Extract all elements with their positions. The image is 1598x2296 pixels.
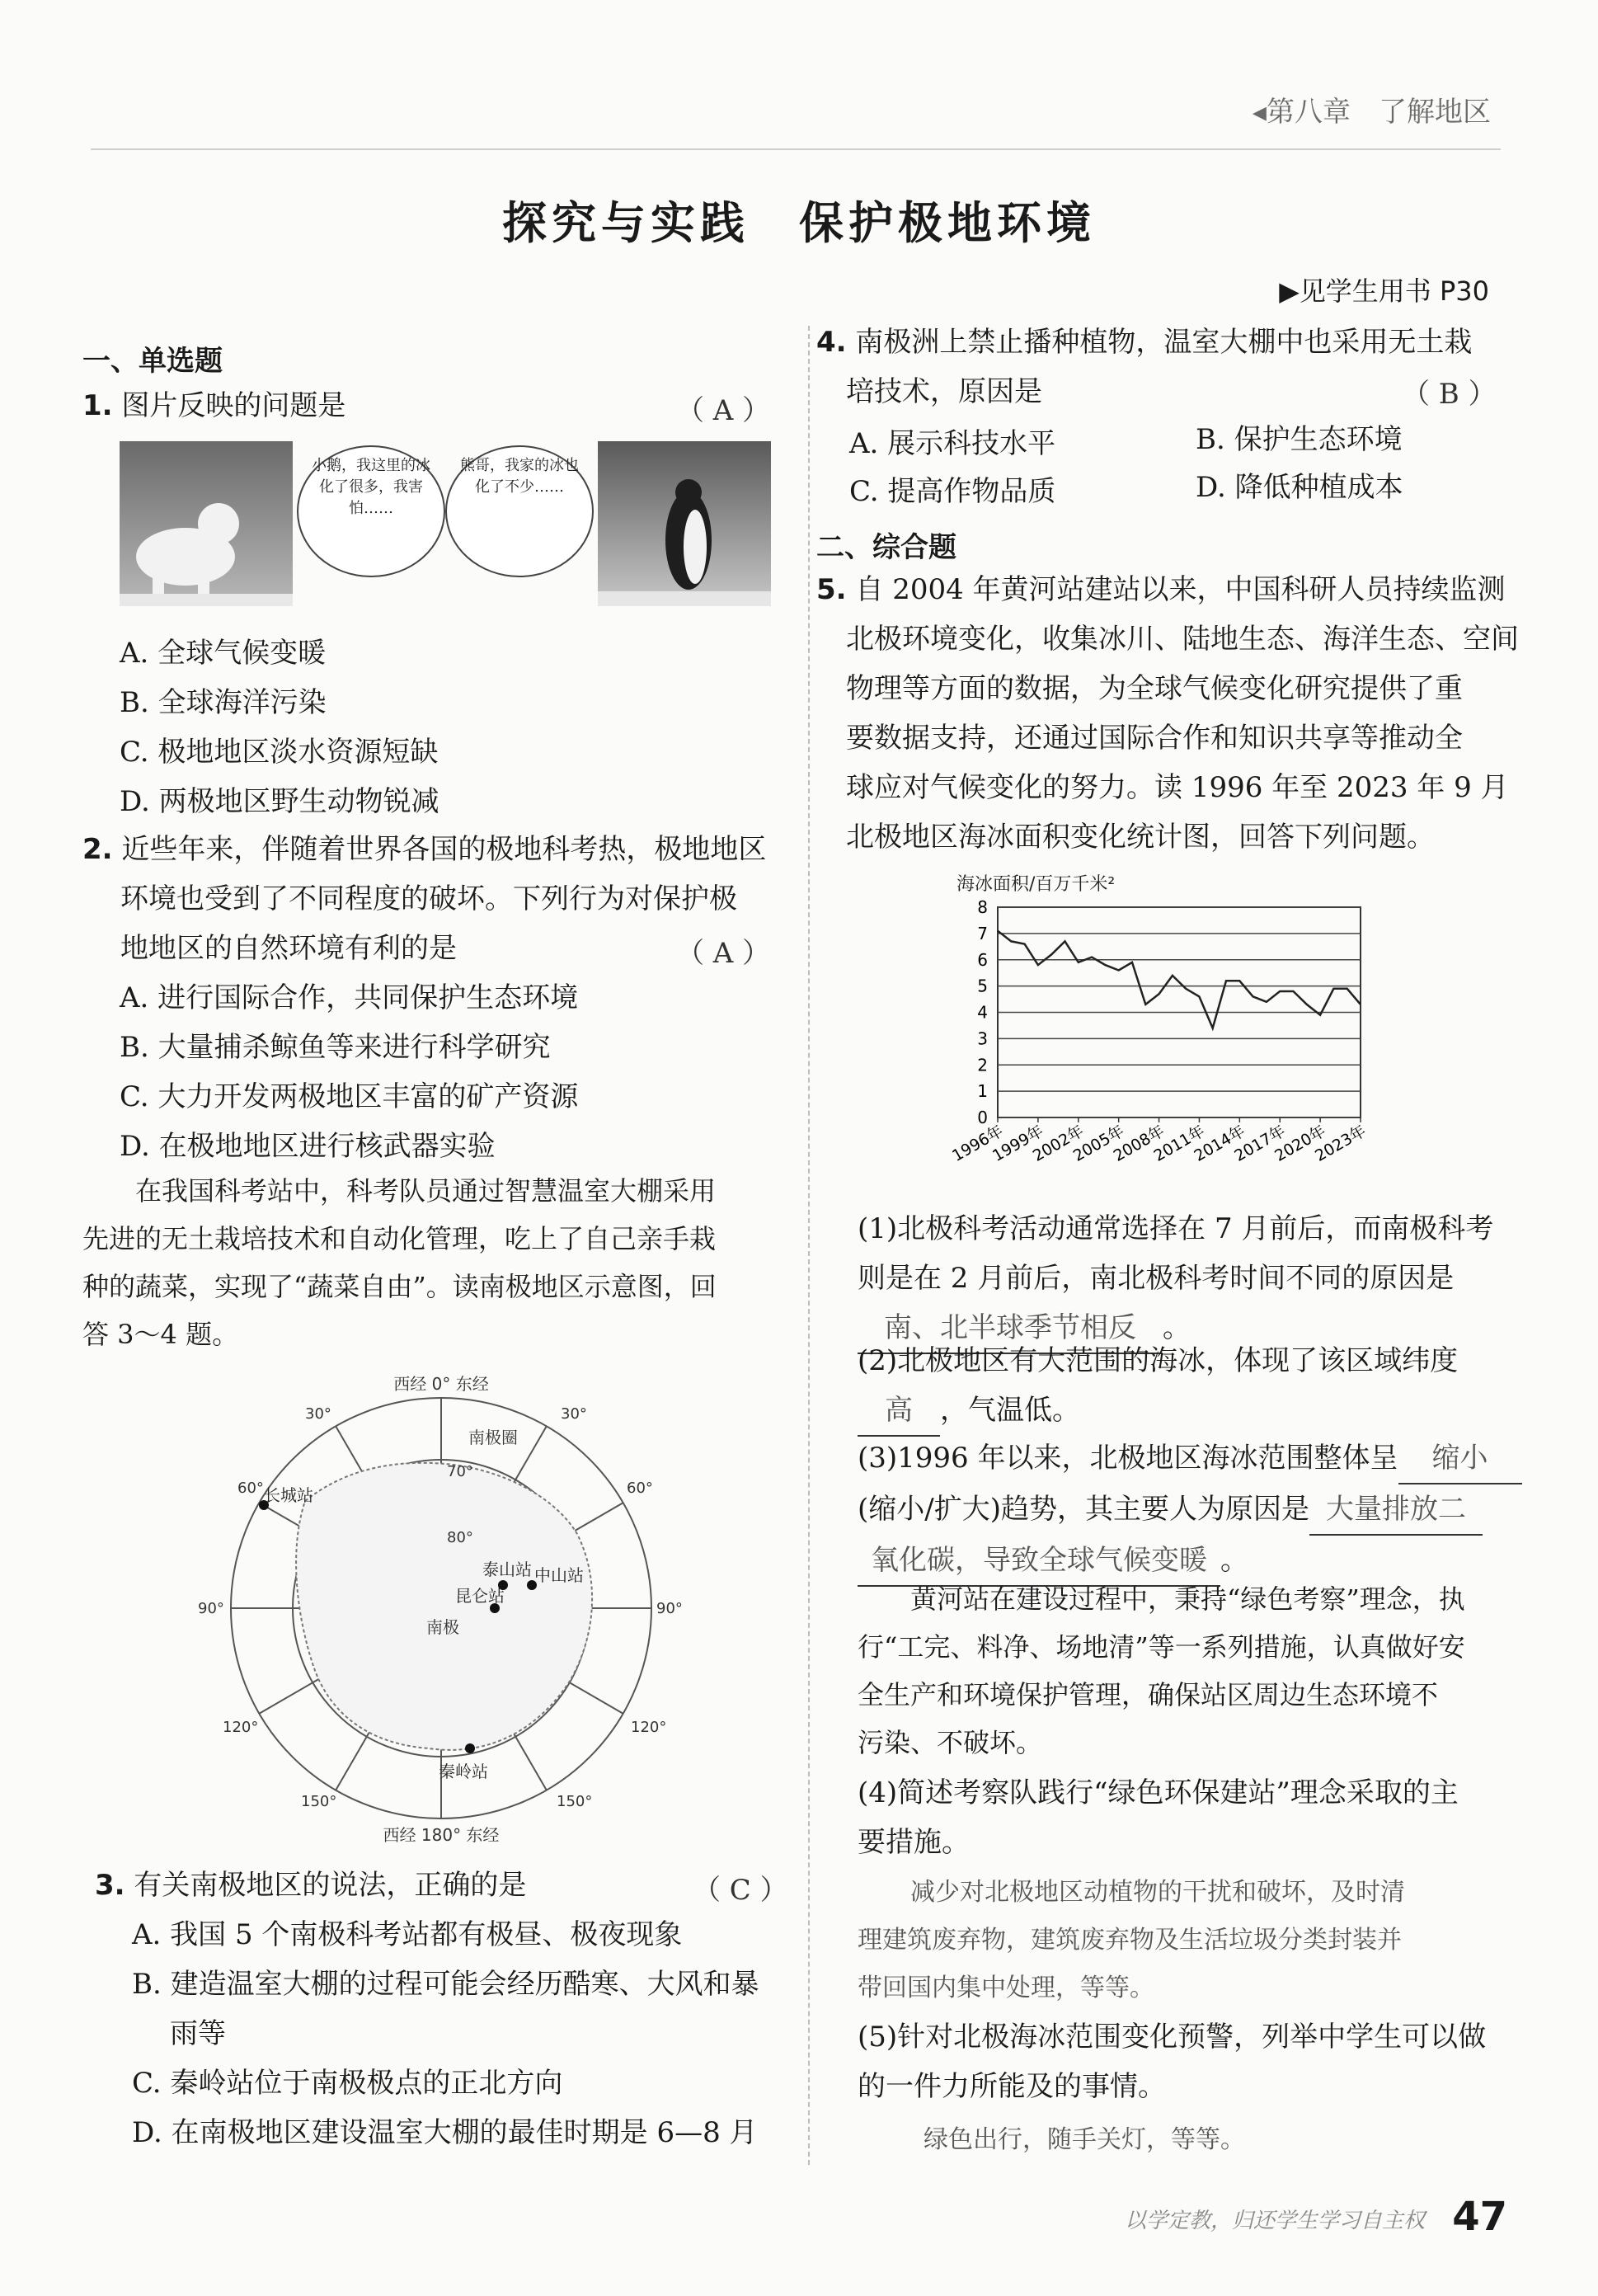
station-qinling: 秦岭站	[439, 1762, 488, 1781]
q3-answer: （ C ）	[693, 1874, 788, 1907]
polar-bear-photo	[120, 441, 293, 606]
q5-stem-line-5: 球应对气候变化的努力。读 1996 年至 2023 年 9 月	[846, 771, 1509, 804]
label-polar-circle: 南极圈	[468, 1428, 518, 1447]
station-changcheng: 长城站	[264, 1485, 313, 1505]
q2-options	[120, 973, 578, 1171]
chart-xtick-label: 2014年	[1191, 1122, 1248, 1166]
polar-bear-icon	[120, 441, 293, 606]
q1-number: 1.	[82, 389, 113, 422]
q5-sub1-answer[interactable]: 南、北半球季节相反	[858, 1303, 1163, 1354]
label-30e: 30°	[561, 1405, 587, 1423]
chart-xtick-label: 2011年	[1150, 1122, 1208, 1166]
section-comprehensive: 二、综合题	[816, 531, 956, 564]
chart-ytick-label: 4	[977, 1002, 988, 1023]
page-title: 探究与实践 保护极地环境	[502, 197, 1096, 249]
chart-xtick-label: 2020年	[1271, 1122, 1329, 1166]
q5-stem-line-3: 物理等方面的数据，为全球气候变化研究提供了重	[846, 672, 1463, 705]
q4-number: 4.	[816, 326, 847, 359]
q5-sub3-answer-1[interactable]: 缩小	[1398, 1433, 1522, 1484]
q4-option-a[interactable]: A. 展示科技水平	[849, 427, 1056, 460]
q4-stem-line-1: 南极洲上禁止播种植物，温室大棚中也采用无土栽	[855, 326, 1473, 359]
q1-option-b[interactable]: B. 全球海洋污染	[120, 686, 327, 719]
chart-xtick-label: 2005年	[1069, 1122, 1128, 1166]
bubble-left: 小鹅，我这里的冰化了很多，我害怕……	[297, 445, 445, 577]
q2-number: 2.	[82, 833, 113, 866]
q5-sub2-tail: ，气温低。	[940, 1394, 1080, 1427]
station-zhongshan: 中山站	[534, 1565, 584, 1585]
label-60e: 60°	[627, 1480, 653, 1497]
q5-sub3-answer-2b[interactable]: 氧化碳，导致全球气候变暖	[858, 1536, 1220, 1587]
footer-slogan: 以学定教，归还学生学习自主权	[1124, 2209, 1425, 2233]
q4-option-d[interactable]: D. 降低种植成本	[1196, 471, 1403, 504]
q3-option-a[interactable]: A. 我国 5 个南极科考站都有极昼、极夜现象	[132, 1918, 683, 1951]
q5-stem-line-4: 要数据支持，还通过国际合作和知识共享等推动全	[846, 722, 1463, 755]
q3-options	[132, 1910, 792, 2157]
chart-ytick-label: 7	[977, 923, 988, 943]
q4-option-b[interactable]: B. 保护生态环境	[1196, 423, 1403, 456]
q5-number: 5.	[816, 573, 847, 606]
q5-stem-line-6: 北极地区海冰面积变化统计图，回答下列问题。	[846, 821, 1435, 854]
chart-xtick-label: 2023年	[1312, 1122, 1370, 1166]
q5-sub4-answer-line-2: 理建筑废弃物，建筑废弃物及生活垃圾分类封装并	[858, 1926, 1402, 1955]
label-bottom: 西经 180° 东经	[383, 1825, 500, 1845]
q4-answer: （ B ）	[1402, 378, 1497, 411]
q5-sub4-answer[interactable]	[858, 1869, 1525, 2012]
q1-image	[120, 441, 771, 606]
q3-number: 3.	[95, 1869, 125, 1902]
q5-sub2-line-1: (2)北极地区有大范围的海冰，体现了该区域纬度	[858, 1344, 1459, 1377]
label-90w: 90°	[198, 1600, 224, 1617]
chart-ytick-label: 2	[977, 1055, 988, 1075]
q2-option-c[interactable]: C. 大力开发两极地区丰富的矿产资源	[120, 1080, 579, 1113]
q5-sub2	[858, 1336, 1525, 1437]
q5-sub4-answer-line-1: 减少对北极地区动植物的干扰和破坏，及时清	[910, 1878, 1405, 1907]
chart-ytick-label: 1	[977, 1081, 988, 1102]
q5-sub4-line-1: (4)简述考察队践行“绿色环保建站”理念采取的主	[858, 1776, 1459, 1809]
q5-para-line-1: 黄河站在建设过程中，秉持“绿色考察”理念，执	[910, 1583, 1465, 1615]
chart-ytick-label: 8	[977, 897, 988, 917]
q5-sub1-line-2: 则是在 2 月前后，南北极科考时间不同的原因是	[858, 1262, 1455, 1295]
chart-ytick-label: 0	[977, 1108, 988, 1127]
label-60w: 60°	[237, 1480, 264, 1497]
label-150w: 150°	[301, 1793, 337, 1810]
chart-xtick-label: 1996年	[949, 1122, 1007, 1166]
label-120w: 120°	[223, 1719, 259, 1736]
q2-stem-line-3: 地地区的自然环境有利的是	[120, 932, 457, 965]
q5-sub4-line-2: 要措施。	[858, 1826, 970, 1859]
section-single-choice: 一、单选题	[82, 345, 223, 378]
penguin-icon	[598, 441, 771, 606]
station-kunlun: 昆仑站	[455, 1586, 505, 1606]
label-70: 70°	[447, 1463, 473, 1480]
q5-sub3-line-2: (缩小/扩大)趋势，其主要人为原因是	[858, 1493, 1309, 1526]
q2-answer: （ A ）	[676, 937, 771, 970]
intro-line-3: 种的蔬菜，实现了“蔬菜自由”。读南极地区示意图，回	[82, 1271, 717, 1302]
penguin-photo	[598, 441, 771, 606]
page-number: 47	[1452, 2194, 1507, 2240]
antarctic-map	[181, 1369, 709, 1847]
label-pole: 南极	[426, 1617, 459, 1637]
q5-para-line-2: 行“工完、料净、场地清”等一系列措施，认真做好安	[858, 1631, 1465, 1663]
label-90e: 90°	[656, 1600, 683, 1617]
q5-sub5-line-1: (5)针对北极海冰范围变化预警，列举中学生可以做	[858, 2021, 1487, 2054]
q5-sub5-answer[interactable]: 绿色出行，随手关灯，等等。	[924, 2125, 1245, 2154]
chart-ytick-label: 6	[977, 949, 988, 970]
q1-option-a[interactable]: A. 全球气候变暖	[120, 637, 327, 670]
sea-ice-chart	[948, 870, 1410, 1192]
station-taishan: 泰山站	[482, 1560, 532, 1579]
chart-series-line	[998, 931, 1361, 1028]
label-top: 西经 0° 东经	[393, 1374, 489, 1394]
chart-ytick-label: 5	[977, 976, 988, 996]
q3-option-c[interactable]: C. 秦岭站位于南极极点的正北方向	[132, 2067, 563, 2100]
station-dot-qinling	[465, 1743, 475, 1753]
q5-stem	[816, 565, 1525, 862]
q4-option-c[interactable]: C. 提高作物品质	[849, 475, 1056, 508]
q5-sub3-line-1: (3)1996 年以来，北极地区海冰范围整体呈	[858, 1442, 1398, 1475]
q5-sub1	[858, 1204, 1525, 1354]
q5-sub5-line-2: 的一件力所能及的事情。	[858, 2070, 1166, 2103]
q1-stem-text: 图片反映的问题是	[121, 389, 346, 422]
q3-stem	[95, 1861, 526, 1910]
intro-line-2: 先进的无土栽培技术和自动化管理，吃上了自己亲手栽	[82, 1223, 717, 1254]
q1-options	[120, 628, 439, 826]
q5-sub3-period: 。	[1220, 1544, 1248, 1577]
q5-para-line-4: 污染、不破坏。	[858, 1727, 1043, 1758]
chart-xtick-label: 1999年	[989, 1122, 1047, 1166]
column-divider	[808, 326, 810, 2165]
chart-xtick-label: 2017年	[1231, 1122, 1289, 1166]
chapter-label: ◂第八章 了解地区	[1252, 96, 1491, 129]
intro-line-1: 在我国科考站中，科考队员通过智慧温室大棚采用	[135, 1175, 717, 1207]
q2-option-d[interactable]: D. 在极地地区进行核武器实验	[120, 1130, 496, 1163]
chart-xtick-label: 2008年	[1110, 1122, 1168, 1166]
q3-option-d[interactable]: D. 在南极地区建设温室大棚的最佳时期是 6—8 月	[132, 2116, 758, 2149]
q5-sub2-answer[interactable]: 高	[858, 1386, 940, 1437]
reference-note: ▶见学生用书 P30	[1279, 275, 1489, 307]
q3-option-b-cont: 雨等	[170, 2017, 226, 2050]
chart-xtick-label: 2002年	[1029, 1122, 1088, 1166]
q4-stem-line-2: 培技术，原因是	[846, 375, 1042, 408]
q3-stem-text: 有关南极地区的说法，正确的是	[134, 1869, 527, 1902]
header-rule	[91, 148, 1501, 150]
q2-stem-line-1: 近些年来，伴随着世界各国的极地科考热，极地地区	[121, 833, 767, 866]
q1-answer: （ A ）	[676, 394, 771, 427]
q1-option-c[interactable]: C. 极地地区淡水资源短缺	[120, 736, 439, 769]
q2-option-a[interactable]: A. 进行国际合作，共同保护生态环境	[120, 981, 579, 1014]
q5-sub3	[858, 1433, 1525, 1587]
q5-sub3-answer-2a[interactable]: 大量排放二	[1309, 1484, 1483, 1536]
q1-option-d[interactable]: D. 两极地区野生动物锐减	[120, 785, 439, 818]
chart-ylabel: 海冰面积/百万千米²	[956, 874, 1116, 895]
q5-sub1-line-1: (1)北极科考活动通常选择在 7 月前后，而南极科考	[858, 1212, 1494, 1245]
q3-option-b[interactable]: B. 建造温室大棚的过程可能会经历酷寒、大风和暴	[132, 1968, 759, 2001]
label-150e: 150°	[557, 1793, 593, 1810]
label-30w: 30°	[305, 1405, 331, 1423]
intro-3-4	[82, 1167, 792, 1358]
intro-line-4: 答 3～4 题。	[82, 1319, 239, 1350]
label-120e: 120°	[631, 1719, 667, 1736]
bubble-right: 熊哥，我家的冰也化了不少……	[445, 445, 594, 577]
q5-sub4	[858, 1768, 1525, 1867]
q5-sub4-answer-line-3: 带回国内集中处理，等等。	[858, 1974, 1154, 2002]
q1-stem	[82, 381, 345, 430]
label-80: 80°	[447, 1529, 473, 1546]
q5-stem-line-1: 自 2004 年黄河站建站以来，中国科研人员持续监测	[855, 573, 1506, 606]
q5-sub1-period: 。	[1163, 1311, 1191, 1344]
q2-option-b[interactable]: B. 大量捕杀鲸鱼等来进行科学研究	[120, 1031, 551, 1064]
q2-stem-line-2: 环境也受到了不同程度的破坏。下列行为对保护极	[120, 882, 737, 915]
q5-stem-line-2: 北极环境变化，收集冰川、陆地生态、海洋生态、空间	[846, 623, 1519, 656]
chart-ytick-label: 3	[977, 1028, 988, 1049]
q5-paragraph	[858, 1575, 1525, 1767]
q5-sub5	[858, 2012, 1525, 2111]
antarctica-outline	[296, 1463, 592, 1750]
q5-para-line-3: 全生产和环境保护管理，确保站区周边生态环境不	[858, 1679, 1439, 1710]
